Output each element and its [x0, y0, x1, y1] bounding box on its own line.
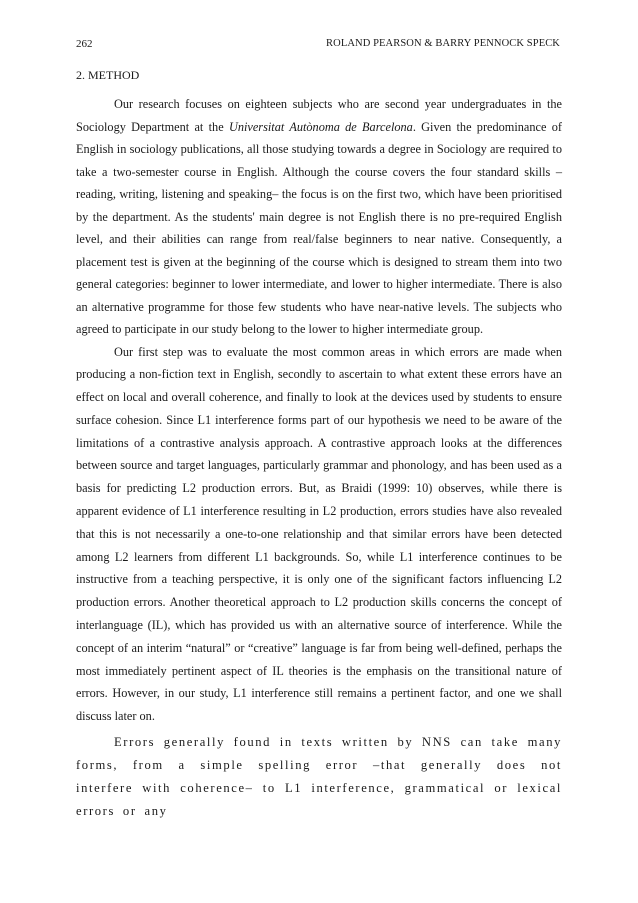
- paragraph-1-text-a: Our research focuses on eighteen subjects who are second year undergraduates in the Sociology Department at the: [76, 97, 562, 134]
- paragraph-3: Errors generally found in texts written by NNS can take many forms, from a simple spelling error –that generally does not interfere with coherence– to L1 interference, grammatical or lexical errors or any: [76, 735, 562, 819]
- section-heading: 2. METHOD: [76, 68, 140, 82]
- body-text: [76, 93, 562, 823]
- running-header-authors: ROLAND PEARSON & BARRY PENNOCK SPECK: [326, 38, 560, 49]
- paragraph-1-text-b: . Given the predominance of English in sociology publications, all those studying towards a degree in Sociology are required to take a two-semester course in English. Although the course covers the four standard skills –reading, writing, listening and speaking– the focus is on the first two, which have been prioritised by the department. As the students' main degree is not English there is no pre-required English level, and their abilities can range from real/false beginners to near native. Consequently, a placement test is given at the beginning of the course which is designed to stream them into two general categories: beginner to lower intermediate, and lower to higher intermediate. There is also an alternative programme for those few students who have near-native levels. The subjects who agreed to participate in our study belong to the lower to higher intermediate group.: [76, 119, 562, 336]
- university-name: Universitat Autònoma de Barcelona: [228, 119, 413, 134]
- paragraph-1: [76, 93, 562, 341]
- paragraph-2: Our first step was to evaluate the most common areas in which errors are made when producing a non-fiction text in English, secondly to ascertain to what extent these errors have an effect on local and overall coherence, and finally to look at the devices used by students to ensure surface cohesion. Since L1 interference forms part of our hypothesis we need to be aware of the limitations of a contrastive analysis approach. A contrastive approach looks at the differences between source and target languages, particularly grammar and phonology, and has been used as a basis for predicting L2 production errors. But, as Braidi (1999: 10) observes, while there is apparent evidence of L1 interference resulting in L2 production, errors studies have also revealed that this is not necessarily a one-to-one relationship and that similar errors have been detected among L2 learners from different L1 backgrounds. So, while L1 interference continues to be instructive from a teaching perspective, it is only one of the significant factors influencing L2 production errors. Another theoretical approach to L2 production skills concerns the concept of interlanguage (IL), which has provided us with an alternative source of interference. While the concept of an interim “natural” or “creative” language is far from being well-defined, perhaps the most immediately pertinent aspect of IL theories is the emphasis on the transitional nature of errors. However, in our study, L1 interference still remains a pertinent factor, and one we shall discuss later on.: [76, 344, 562, 724]
- page-number: 262: [76, 38, 93, 50]
